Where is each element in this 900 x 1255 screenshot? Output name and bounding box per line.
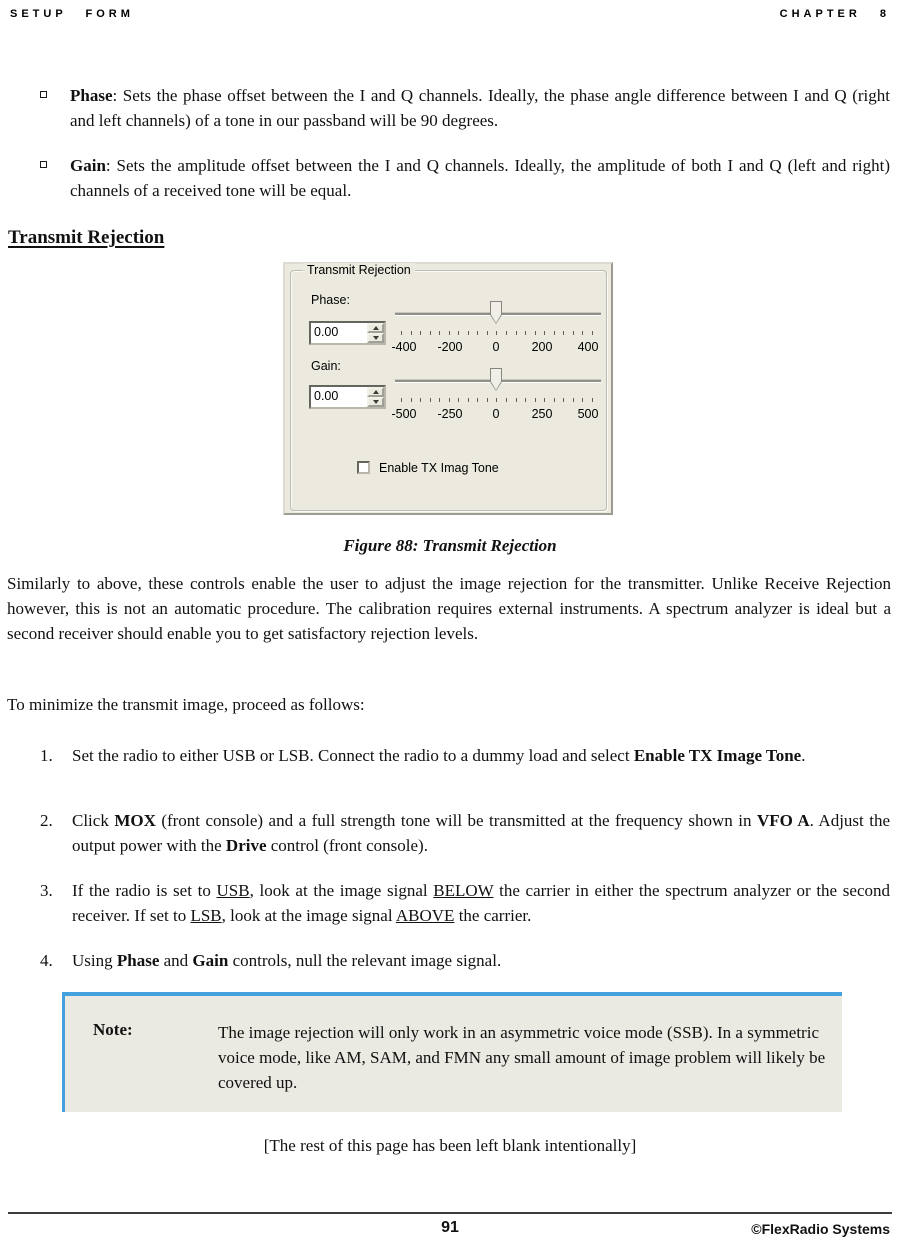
phase-value[interactable]: 0.00 — [311, 323, 367, 343]
gain-slider-thumb[interactable] — [490, 368, 502, 391]
arrow-down-icon — [373, 336, 379, 340]
enable-tx-imag-tone-label[interactable]: Enable TX Imag Tone — [379, 461, 499, 475]
step-text: Click MOX (front console) and a full strength tone will be transmitted at the frequency shown in VFO A. Adjust the output power with the Drive control (front console). — [72, 811, 891, 855]
phase-slider-thumb[interactable] — [490, 301, 502, 324]
section-heading: Transmit Rejection — [8, 227, 165, 248]
note-box — [62, 992, 842, 1112]
transmit-rejection-dialog — [283, 262, 613, 515]
step-number: 2. — [40, 811, 53, 830]
square-bullet-icon — [40, 91, 47, 98]
procedure-intro: To minimize the transmit image, proceed as follows: — [7, 695, 365, 714]
arrow-up-icon — [373, 326, 379, 330]
gain-value[interactable]: 0.00 — [311, 387, 367, 407]
square-bullet-icon — [40, 161, 47, 168]
phase-spin-up-button[interactable] — [367, 323, 384, 333]
phase-label: Phase: — [311, 293, 350, 307]
bullet-gain-text: Gain: Sets the amplitude offset between the I and Q channels. Ideally, the amplitude of both I and Q (left and right) channels of a received tone will be equal. — [70, 156, 890, 200]
step-text: Using Phase and Gain controls, null the relevant image signal. — [72, 951, 502, 970]
step-number: 4. — [40, 951, 53, 970]
figure-caption: Figure 88: Transmit Rejection — [343, 536, 557, 555]
gain-tick-labels: -500 -250 0 250 500 — [391, 407, 599, 421]
step-2 — [40, 808, 890, 858]
note-text: The image rejection will only work in an asymmetric voice mode (SSB). In a symmetric voice mode, like AM, SAM, and FMN any small amount of image problem will likely be covered up. — [218, 1023, 826, 1092]
copyright: ©FlexRadio Systems — [751, 1221, 890, 1237]
gain-spin-down-button[interactable] — [367, 397, 384, 407]
header-right: CHAPTER 8 — [779, 8, 890, 20]
page-number: 91 — [441, 1219, 459, 1236]
bullet-gain — [40, 153, 890, 203]
groupbox-title: Transmit Rejection — [303, 263, 415, 277]
transmit-rejection-groupbox — [290, 263, 607, 511]
note-label: Note: — [93, 1020, 133, 1039]
running-header — [0, 8, 900, 20]
arrow-down-icon — [373, 400, 379, 404]
footer-rule — [8, 1212, 892, 1214]
phase-spinner[interactable] — [309, 321, 386, 345]
blank-page-notice: [The rest of this page has been left blank intentionally] — [263, 1136, 637, 1155]
phase-spin-buttons — [367, 323, 384, 343]
step-text: Set the radio to either USB or LSB. Connect the radio to a dummy load and select Enable TX Image Tone. — [72, 746, 806, 765]
step-text: If the radio is set to USB, look at the image signal BELOW the carrier in either the spectrum analyzer or the second receiver. If set to LSB, look at the image signal ABOVE the carrier. — [72, 881, 890, 925]
step-4 — [40, 948, 890, 973]
gain-slider[interactable] — [391, 360, 603, 430]
bullet-phase — [40, 83, 890, 133]
phase-slider[interactable] — [391, 293, 603, 363]
step-number: 3. — [40, 881, 53, 900]
bullet-phase-text: Phase: Sets the phase offset between the I and Q channels. Ideally, the phase angle difference between I and Q (right and left channels) of a tone in our passband will be 90 degrees. — [70, 86, 890, 130]
header-left: SETUP FORM — [10, 8, 134, 20]
step-1 — [40, 743, 890, 768]
phase-slider-ticks — [401, 331, 593, 336]
phase-tick-labels: -400 -200 0 200 400 — [391, 340, 599, 354]
step-3 — [40, 878, 890, 928]
phase-spin-down-button[interactable] — [367, 333, 384, 343]
gain-spinner[interactable] — [309, 385, 386, 409]
enable-tx-imag-tone-checkbox[interactable] — [357, 461, 370, 474]
gain-spin-buttons — [367, 387, 384, 407]
step-number: 1. — [40, 746, 53, 765]
gain-label: Gain: — [311, 359, 341, 373]
gain-spin-up-button[interactable] — [367, 387, 384, 397]
paragraph-transmit-rejection: Similarly to above, these controls enable the user to adjust the image rejection for the transmitter. Unlike Receive Rejection however, this is not an automatic procedure. The calibration requires external instruments. A spectrum analyzer is ideal but a second receiver should enable you to get satisfactory rejection levels. — [7, 574, 891, 643]
gain-slider-ticks — [401, 398, 593, 403]
arrow-up-icon — [373, 390, 379, 394]
